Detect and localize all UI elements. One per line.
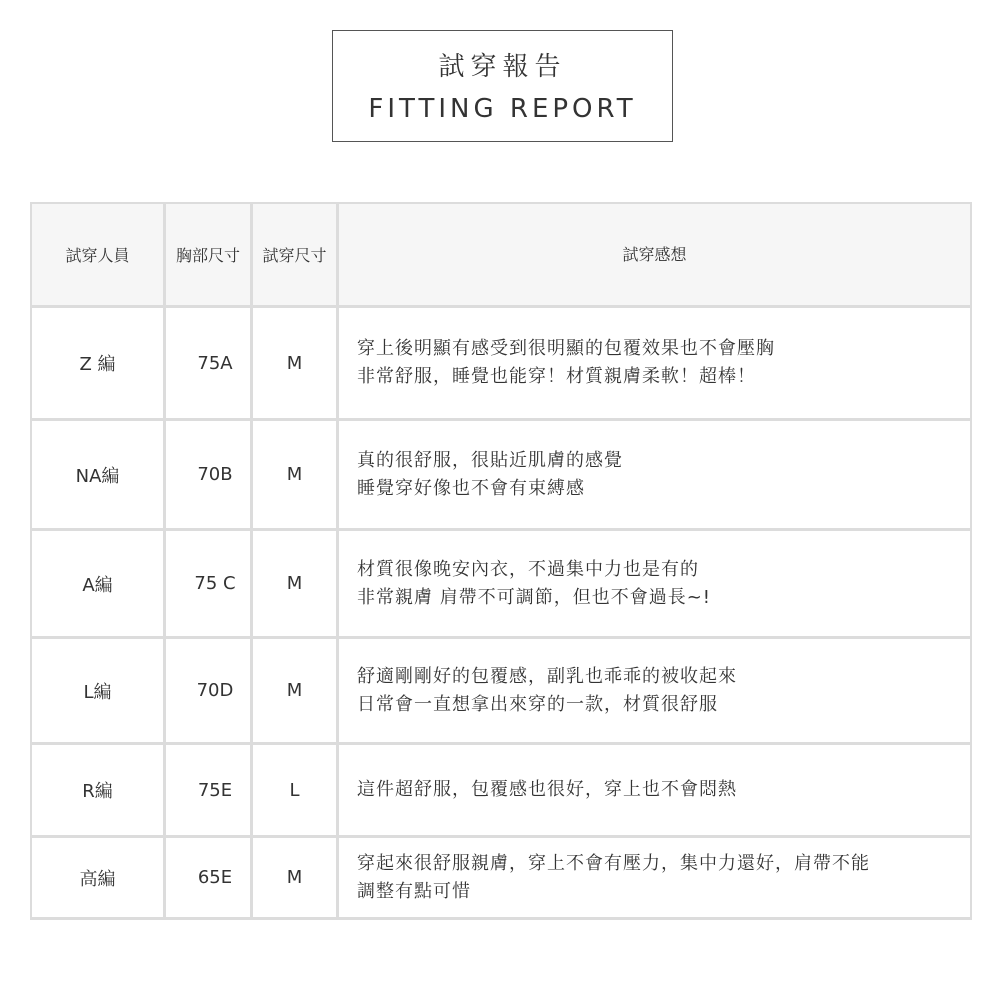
bust-size	[163, 745, 250, 835]
header-comment: 試穿感想	[336, 204, 970, 305]
fitting-size: M	[250, 421, 336, 528]
bust-size	[163, 639, 250, 742]
table-row	[32, 531, 970, 639]
comment-line: 這件超舒服，包覆感也很好，穿上也不會悶熱	[357, 779, 737, 800]
bust-size-value: 70D	[196, 680, 234, 701]
report-title-chinese: 試穿報告	[438, 52, 567, 82]
comment-line: 調整有點可惜	[357, 880, 471, 902]
fitting-size: M	[250, 838, 336, 917]
comment-line: 非常舒服，睡覺也能穿！材質親膚柔軟！超棒！	[357, 366, 756, 387]
table-header-row	[32, 204, 970, 308]
table-row	[32, 308, 970, 421]
bust-size-value: 65E	[197, 867, 233, 888]
table-row	[32, 421, 970, 531]
tester-name: Z 編	[79, 354, 116, 375]
tester-name: NA編	[75, 465, 120, 487]
fitting-size: M	[250, 531, 336, 636]
comment	[336, 745, 970, 835]
comment-line: 日常會一直想拿出來穿的一款，材質很舒服	[357, 693, 718, 715]
fitting-size: M	[250, 639, 336, 742]
bust-size	[163, 421, 250, 528]
tester-name: 高編	[79, 868, 116, 890]
comment-line: 真的很舒服，很貼近肌膚的感覺	[357, 449, 623, 471]
bust-size	[163, 838, 250, 917]
table-row	[32, 745, 970, 838]
table-row	[32, 838, 970, 917]
comment-line: 穿上後明顯有感受到很明顯的包覆效果也不會壓胸	[357, 338, 775, 359]
tester-name: R編	[82, 781, 113, 802]
tester-name: L編	[83, 681, 112, 703]
bust-size	[163, 531, 250, 636]
comment	[336, 308, 970, 418]
report-title-box	[332, 30, 673, 142]
comment	[336, 421, 970, 528]
fitting-size: L	[250, 745, 336, 835]
tester-name: A編	[82, 574, 113, 596]
bust-size-value: 75A	[197, 352, 233, 374]
bust-size	[163, 308, 250, 418]
comment-line: 材質很像晚安內衣，不過集中力也是有的	[357, 558, 699, 580]
fitting-size: M	[250, 308, 336, 418]
comment-line: 非常親膚 肩帶不可調節，但也不會過長~!	[357, 586, 712, 608]
comment-line: 穿起來很舒服親膚，穿上不會有壓力，集中力還好，肩帶不能	[357, 852, 870, 874]
report-title-english: FITTING REPORT	[368, 94, 637, 124]
bust-size-value: 70B	[197, 464, 233, 485]
header-fitting-size: 試穿尺寸	[250, 204, 336, 305]
header-tester: 試穿人員	[65, 246, 130, 265]
comment	[336, 639, 970, 742]
bust-size-value: 75 C	[194, 573, 236, 594]
fitting-report-table	[30, 202, 972, 920]
table-row	[32, 639, 970, 745]
comment-line: 舒適剛剛好的包覆感，副乳也乖乖的被收起來	[357, 665, 737, 687]
comment-line: 睡覺穿好像也不會有束縛感	[357, 477, 585, 499]
comment	[336, 838, 970, 917]
bust-size-value: 75E	[197, 779, 233, 801]
header-bust-size: 胸部尺寸	[163, 204, 250, 305]
comment	[336, 531, 970, 636]
